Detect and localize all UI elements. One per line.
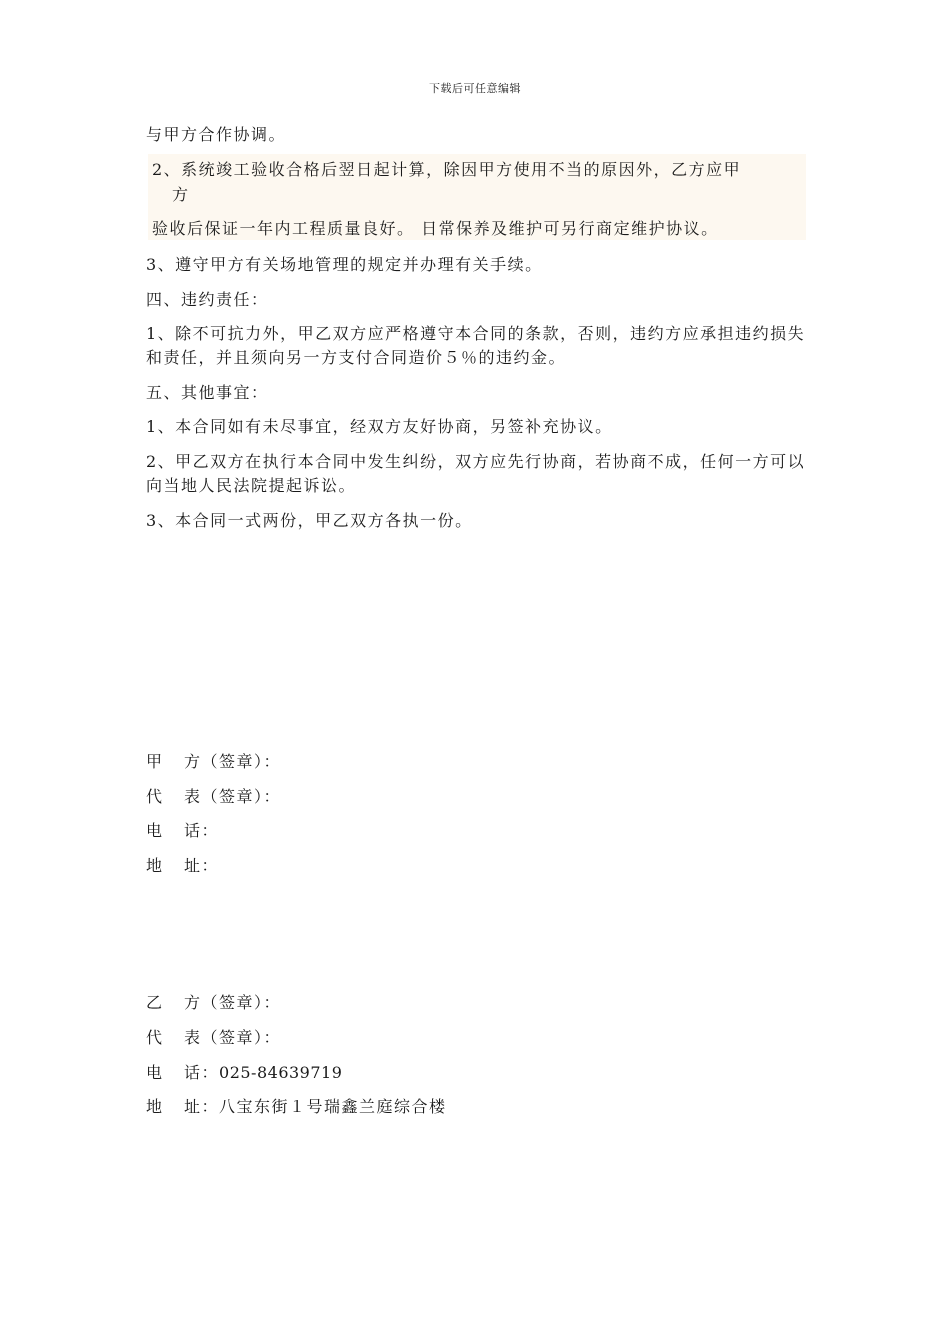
party-a-phone-label-1: 电 (146, 821, 164, 840)
party-b-rep-row (146, 1026, 281, 1050)
party-a-addr-label-2: 址： (184, 856, 220, 875)
party-b-address-value: 八宝东街１号瑞鑫兰庭综合楼 (219, 1097, 447, 1116)
party-b-phone-value: 025-84639719 (219, 1063, 343, 1082)
party-a-addr-label-1: 地 (146, 856, 164, 875)
party-b-name-label-1: 乙 (146, 993, 164, 1012)
page-header: 下载后可任意编辑 (429, 82, 521, 95)
party-b-rep-label-2: 表（签章）： (184, 1028, 282, 1047)
party-a-name-row (146, 750, 281, 774)
party-a-name-label-2: 方（签章）： (184, 752, 282, 771)
party-b-address-row (146, 1095, 447, 1119)
clause-2-line-2: 方 (172, 185, 190, 204)
party-b-addr-label-1: 地 (146, 1097, 164, 1116)
party-b-phone-row (146, 1061, 342, 1085)
clause-3: 3、遵守甲方有关场地管理的规定并办理有关手续。 (146, 255, 543, 274)
section-4-title: 四、违约责任： (146, 290, 269, 309)
paragraph-cooperate: 与甲方合作协调。 (146, 125, 287, 144)
party-a-address-row (146, 854, 219, 878)
party-a-rep-row (146, 785, 281, 809)
party-a-name-label-1: 甲 (146, 752, 164, 771)
clause-2-line-1: 2、系统竣工验收合格后翌日起计算，除因甲方使用不当的原因外，乙方应甲 (152, 160, 742, 179)
section-5-clause-1: 1、本合同如有未尽事宜，经双方友好协商，另签补充协议。 (146, 417, 613, 436)
party-b-name-label-2: 方（签章）： (184, 993, 282, 1012)
party-b-phone-label-1: 电 (146, 1063, 164, 1082)
party-b-phone-label-2: 话： (184, 1063, 220, 1082)
section-5-clause-2: 2、甲乙双方在执行本合同中发生纠纷，双方应先行协商，若协商不成，任何一方可以向当地人民法院提起诉讼。 (146, 452, 806, 495)
party-b-name-row (146, 991, 281, 1015)
party-b-rep-label-1: 代 (146, 1028, 164, 1047)
party-a-rep-label-2: 表（签章）： (184, 787, 282, 806)
party-a-phone-row (146, 819, 219, 843)
party-a-phone-label-2: 话： (184, 821, 220, 840)
clause-2-line-3: 验收后保证一年内工程质量良好。 日常保养及维护可另行商定维护协议。 (152, 219, 719, 238)
party-b-addr-label-2: 址： (184, 1097, 220, 1116)
party-a-rep-label-1: 代 (146, 787, 164, 806)
section-5-clause-3: 3、本合同一式两份，甲乙双方各执一份。 (146, 511, 473, 530)
section-5-title: 五、其他事宜： (146, 383, 269, 402)
section-4-clause-1: 1、除不可抗力外，甲乙双方应严格遵守本合同的条款，否则，违约方应承担违约损失和责任，并且须向另一方支付合同造价５％的违约金。 (146, 324, 806, 367)
